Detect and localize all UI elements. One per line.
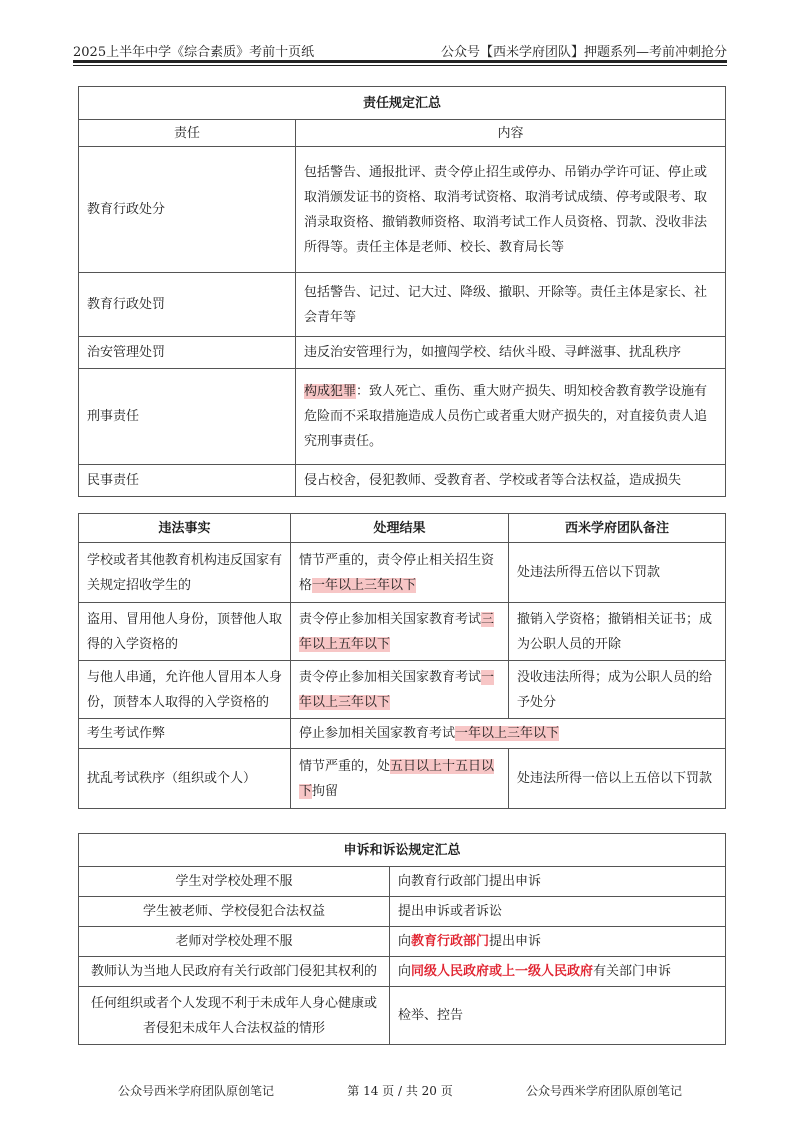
fact-cell: 盗用、冒用他人身份，顶替他人取得的入学资格的 xyxy=(79,603,291,661)
highlight-text: 一年以上三年以下 xyxy=(312,577,417,593)
column-header: 内容 xyxy=(296,120,726,147)
content-cell xyxy=(296,369,726,465)
action-cell xyxy=(390,957,726,987)
content-text: ：致人死亡、重伤、重大财产损失、明知校舍教育教学设施有危险而不采取措施造成人员伤亡或者重大财产损失的，对直接负责人追究刑事责任。 xyxy=(304,384,708,449)
column-header: 西米学府团队备注 xyxy=(509,514,726,543)
result-text: 责令停止参加相关国家教育考试 xyxy=(299,611,482,627)
table-title: 申诉和诉讼规定汇总 xyxy=(79,834,726,867)
responsibility-cell: 治安管理处罚 xyxy=(79,337,296,369)
header-divider-thick xyxy=(73,60,727,63)
situation-cell: 任何组织或者个人发现不利于未成年人身心健康或者侵犯未成年人合法权益的情形 xyxy=(79,987,390,1045)
responsibility-cell: 民事责任 xyxy=(79,465,296,497)
responsibility-cell: 教育行政处罚 xyxy=(79,273,296,337)
appeal-table xyxy=(78,833,726,1045)
content-cell: 侵占校舍，侵犯教师、受教育者、学校或者等合法权益，造成损失 xyxy=(296,465,726,497)
table-row xyxy=(79,957,726,987)
table-row xyxy=(79,147,726,273)
result-text: 责令停止参加相关国家教育考试 xyxy=(299,669,482,685)
result-text: 拘留 xyxy=(312,783,339,799)
column-header: 责任 xyxy=(79,120,296,147)
table-row xyxy=(79,867,726,897)
situation-cell: 学生被老师、学校侵犯合法权益 xyxy=(79,897,390,927)
header-right-title: 公众号【西米学府团队】押题系列—考前冲刺抢分 xyxy=(440,45,727,60)
table-row xyxy=(79,661,726,719)
table-row xyxy=(79,273,726,337)
column-header: 处理结果 xyxy=(291,514,509,543)
situation-cell: 老师对学校处理不服 xyxy=(79,927,390,957)
table-row xyxy=(79,719,726,749)
action-text: 有关部门申诉 xyxy=(593,964,672,979)
responsibility-cell: 教育行政处分 xyxy=(79,147,296,273)
action-cell: 检举、控告 xyxy=(390,987,726,1045)
situation-cell: 学生对学校处理不服 xyxy=(79,867,390,897)
table-row xyxy=(79,543,726,603)
note-cell: 撤销入学资格；撤销相关证书；成为公职人员的开除 xyxy=(509,603,726,661)
content-cell: 包括警告、记过、记大过、降级、撤职、开除等。责任主体是家长、社会青年等 xyxy=(296,273,726,337)
page-footer xyxy=(118,1082,682,1099)
table-row xyxy=(79,749,726,809)
table-title: 责任规定汇总 xyxy=(79,87,726,120)
situation-cell: 教师认为当地人民政府有关行政部门侵犯其权利的 xyxy=(79,957,390,987)
highlight-text: 构成犯罪 xyxy=(304,384,357,399)
action-cell: 提出申诉或者诉讼 xyxy=(390,897,726,927)
header-divider-thin xyxy=(73,65,727,66)
result-cell xyxy=(291,603,509,661)
action-cell xyxy=(390,927,726,957)
note-cell: 处违法所得一倍以上五倍以下罚款 xyxy=(509,749,726,809)
result-text: 停止参加相关国家教育考试 xyxy=(299,726,456,741)
table-row xyxy=(79,897,726,927)
table-row xyxy=(79,987,726,1045)
header-left-title: 2025上半年中学《综合素质》考前十页纸 xyxy=(73,45,315,60)
fact-cell: 考生考试作弊 xyxy=(79,719,291,749)
violation-table xyxy=(78,513,726,809)
result-cell xyxy=(291,661,509,719)
highlight-text: 一年以上三年以下 xyxy=(455,726,560,741)
content-cell: 违反治安管理行为，如擅闯学校、结伙斗殴、寻衅滋事、扰乱秩序 xyxy=(296,337,726,369)
fact-cell: 与他人串通，允许他人冒用本人身份，顶替本人取得的入学资格的 xyxy=(79,661,291,719)
table-row xyxy=(79,603,726,661)
page-number: 第 14 页 / 共 20 页 xyxy=(347,1084,453,1098)
action-text: 提出申诉 xyxy=(489,934,542,949)
table-row xyxy=(79,369,726,465)
footer-right: 公众号西米学府团队原创笔记 xyxy=(525,1084,682,1098)
result-cell xyxy=(291,719,726,749)
responsibility-cell: 刑事责任 xyxy=(79,369,296,465)
note-cell: 没收违法所得；成为公职人员的给予处分 xyxy=(509,661,726,719)
note-cell: 处违法所得五倍以下罚款 xyxy=(509,543,726,603)
highlight-text: 一年以上三年以下 xyxy=(299,669,495,710)
responsibility-table xyxy=(78,86,726,497)
content-cell: 包括警告、通报批评、责令停止招生或停办、吊销办学许可证、停止或取消颁发证书的资格、取消考试资格、取消考试成绩、停考或限考、取消录取资格、撤销教师资格、取消考试工作人员资格、罚款、没收非法所得等。责任主体是老师、校长、教育局长等 xyxy=(296,147,726,273)
fact-cell: 学校或者其他教育机构违反国家有关规定招收学生的 xyxy=(79,543,291,603)
column-header: 违法事实 xyxy=(79,514,291,543)
result-cell xyxy=(291,543,509,603)
highlight-text: 三年以上五年以下 xyxy=(299,611,495,652)
fact-cell: 扰乱考试秩序（组织或个人） xyxy=(79,749,291,809)
table-row xyxy=(79,465,726,497)
highlight-text: 五日以上十五日以下 xyxy=(299,758,495,799)
action-cell: 向教育行政部门提出申诉 xyxy=(390,867,726,897)
table-row xyxy=(79,337,726,369)
emphasis-text: 同级人民政府或上一级人民政府 xyxy=(411,964,594,979)
footer-left: 公众号西米学府团队原创笔记 xyxy=(118,1084,275,1098)
result-text: 情节严重的，处 xyxy=(299,758,391,774)
emphasis-text: 教育行政部门 xyxy=(411,934,490,949)
table-row xyxy=(79,927,726,957)
action-text: 向 xyxy=(398,934,412,949)
action-text: 向 xyxy=(398,964,412,979)
page-header xyxy=(73,38,727,60)
result-text: 情节严重的，责令停止相关招生资格 xyxy=(299,552,495,593)
result-cell xyxy=(291,749,509,809)
